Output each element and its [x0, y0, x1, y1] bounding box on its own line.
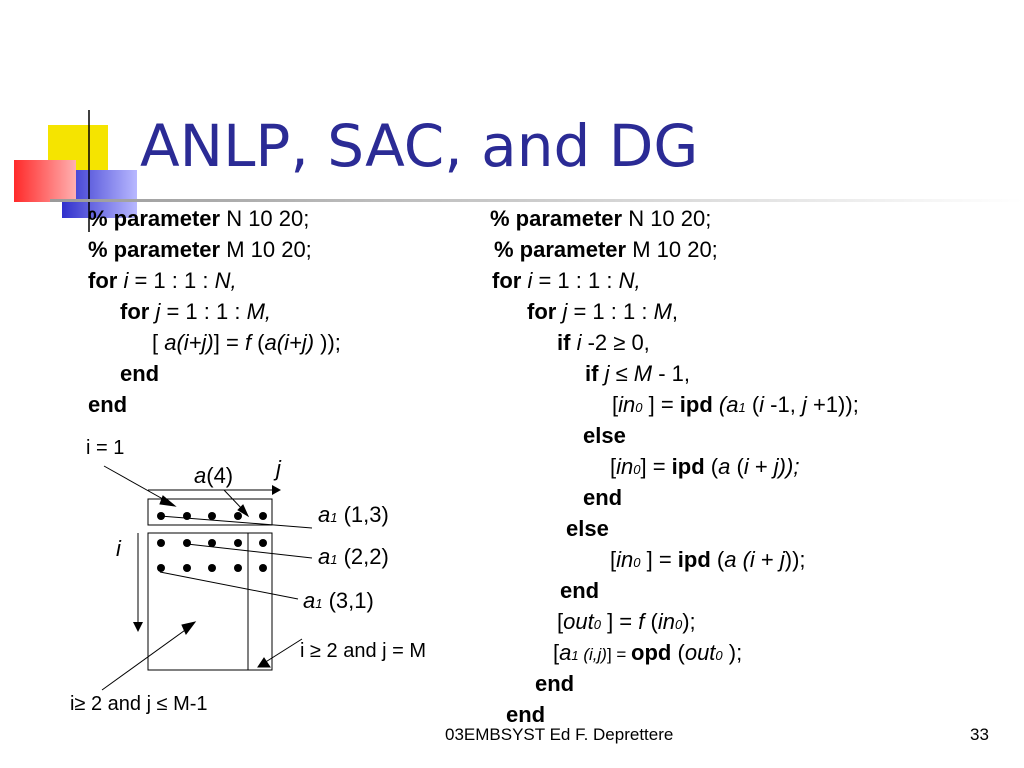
- point-2-2: [183, 539, 191, 547]
- label-last-column-region: i ≥ 2 and j = M: [300, 640, 427, 662]
- right-line-5: if i -2 ≥ 0,: [557, 330, 650, 355]
- point-3-5: [259, 564, 267, 572]
- right-line-1: % parameter N 10 20;: [490, 206, 712, 231]
- left-line-3: for i = 1 : 1 : N,: [88, 268, 237, 293]
- arrow-inner-region-line: [102, 628, 188, 690]
- right-line-14: [out0 ] = f (in0);: [557, 609, 696, 634]
- right-line-13: end: [560, 578, 600, 603]
- point-1-2: [183, 512, 191, 520]
- right-line-16: end: [535, 671, 575, 696]
- point-3-1: [157, 564, 165, 572]
- right-line-3: for i = 1 : 1 : N,: [492, 268, 641, 293]
- right-line-9: [in0] = ipd (a (i + j));: [610, 454, 800, 479]
- arrow-last-column-head: [258, 658, 270, 667]
- right-line-12: [in0 ] = ipd (a (i + j));: [610, 547, 806, 572]
- right-line-7: [in0 ] = ipd (a1 (i -1, j +1));: [612, 392, 859, 417]
- right-line-10: end: [583, 485, 623, 510]
- point-1-4: [234, 512, 242, 520]
- right-line-17: end: [506, 702, 546, 727]
- point-3-2: [183, 564, 191, 572]
- point-1-5: [259, 512, 267, 520]
- leader-a22: [187, 544, 312, 558]
- domain-box: [148, 533, 272, 670]
- left-line-4: for j = 1 : 1 : M,: [120, 299, 272, 324]
- label-inner-region: i≥ 2 and j ≤ M-1: [70, 693, 208, 715]
- point-2-5: [259, 539, 267, 547]
- point-1-3: [208, 512, 216, 520]
- j-axis-arrowhead: [272, 485, 281, 495]
- left-line-6: end: [120, 361, 160, 386]
- arrow-i-eq-1-line: [104, 466, 170, 503]
- right-line-8: else: [583, 423, 626, 448]
- label-j-axis: j: [276, 456, 281, 481]
- left-line-7: end: [88, 392, 128, 417]
- point-1-1: [157, 512, 165, 520]
- arrow-i-eq-1-head: [160, 496, 175, 506]
- iteration-domain-diagram: [102, 466, 312, 690]
- label-a1-2-2: a1 (2,2): [318, 544, 389, 569]
- point-2-3: [208, 539, 216, 547]
- left-line-1: % parameter N 10 20;: [88, 206, 310, 231]
- point-3-4: [234, 564, 242, 572]
- title-underline: [50, 199, 1024, 202]
- right-line-4: for j = 1 : 1 : M,: [527, 299, 679, 324]
- label-a1-3-1: a1 (3,1): [303, 588, 374, 613]
- iteration-points: [157, 512, 267, 572]
- deco-red-square: [14, 160, 76, 202]
- right-line-2: % parameter M 10 20;: [494, 237, 718, 262]
- label-i-axis: i: [116, 536, 121, 561]
- arrow-inner-region-head: [182, 622, 195, 634]
- label-a4: a(4): [194, 463, 234, 488]
- right-line-15: [a1 (i,j)] = opd (out0 );: [553, 640, 743, 665]
- leader-a31: [160, 572, 298, 599]
- right-line-6: if j ≤ M - 1,: [585, 361, 691, 386]
- point-2-1: [157, 539, 165, 547]
- right-line-11: else: [566, 516, 609, 541]
- slide-title: ANLP, SAC, and DG: [140, 112, 699, 180]
- label-a1-1-3: a1 (1,3): [318, 502, 389, 527]
- i-axis-arrowhead: [133, 622, 143, 632]
- label-i-eq-1: i = 1: [86, 437, 125, 459]
- footer-text: 03EMBSYST Ed F. Deprettere: [445, 725, 674, 744]
- page-number: 33: [970, 725, 989, 744]
- arrow-last-column-line: [264, 639, 302, 663]
- point-2-4: [234, 539, 242, 547]
- left-line-5: [ a(i+j)] = f (a(i+j) ));: [152, 330, 341, 355]
- point-3-3: [208, 564, 216, 572]
- left-line-2: % parameter M 10 20;: [88, 237, 312, 262]
